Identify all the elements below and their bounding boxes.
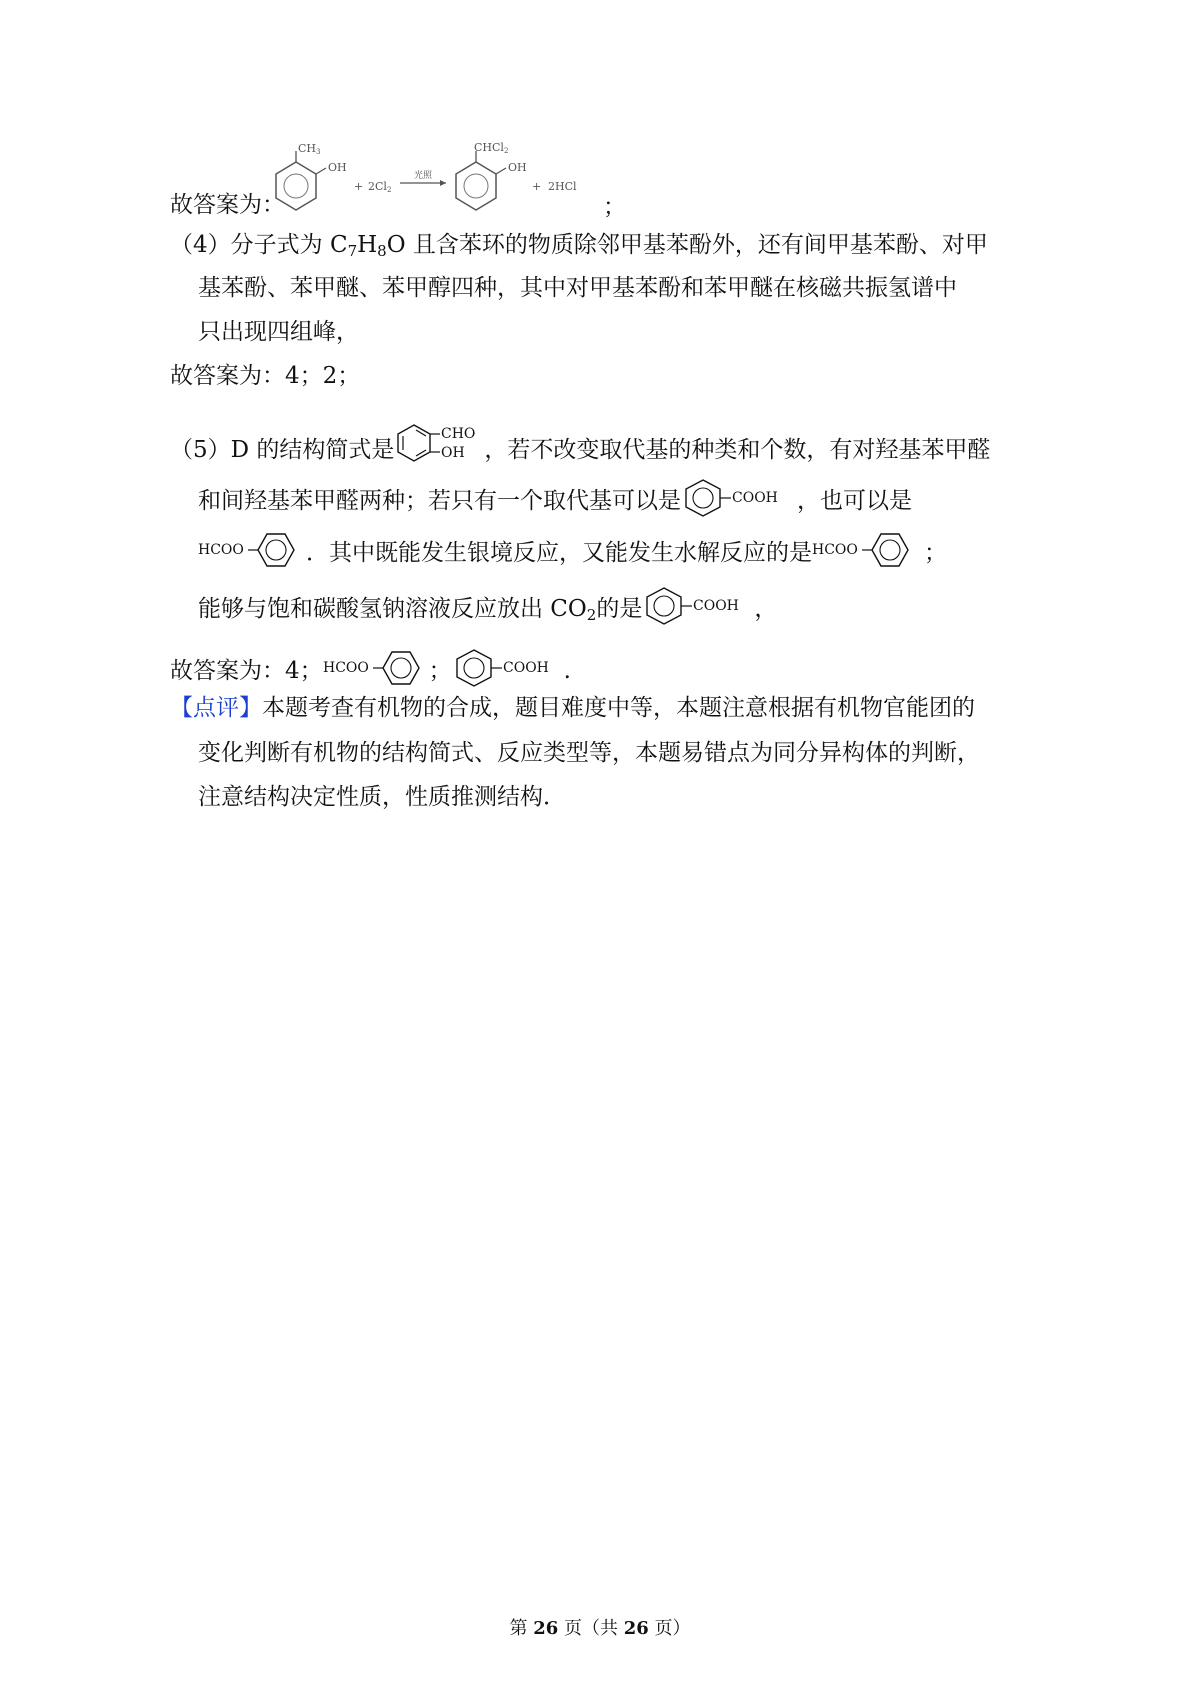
comment-line-2: 变化判断有机物的结构简式、反应类型等，本题易错点为同分异构体的判断，	[198, 740, 980, 766]
svg-text:CHO: CHO	[441, 426, 476, 442]
salicylaldehyde-structure	[394, 421, 484, 471]
reactant-benzene-ring	[276, 162, 316, 210]
page-footer: 第 26 页（共 26 页）	[509, 1618, 691, 1639]
q5-line-1: （5）D 的结构简式是 CHO OH ，若不改变取代基的种类和个数，有对羟基苯甲醛	[170, 421, 990, 471]
reagent-cl2: 2Cl2	[368, 180, 392, 194]
reaction-scheme	[268, 138, 598, 216]
q4-line-1: （4）分子式为 $C_7H_8O$ 且含苯环的物质除邻甲基苯酚外，还有间甲基苯酚、对甲	[170, 232, 988, 260]
reactant-ch3: CH3	[298, 142, 321, 156]
product-oh: OH	[508, 161, 527, 174]
benzoic-acid-answer	[452, 646, 564, 690]
q5-line-4: 能够与饱和碳酸氢钠溶液反应放出 $CO_2$的是 COOH ，	[198, 584, 777, 630]
svg-text:COOH: COOH	[693, 598, 740, 614]
plus-sign-2: +	[532, 180, 542, 193]
svg-text:HCOO: HCOO	[322, 660, 369, 676]
phenyl-formate-answer	[323, 646, 429, 690]
comment-line-1: 【点评】本题考查有机物的合成，题目难度中等，本题注意根据有机物官能团的	[170, 695, 975, 721]
q4-line-2: 基苯酚、苯甲醚、苯甲醇四种，其中对甲基苯酚和苯甲醚在核磁共振氢谱中	[198, 275, 957, 301]
phenyl-formate-structure-2	[812, 528, 924, 572]
svg-text:HCOO: HCOO	[198, 542, 244, 558]
product-hcl: 2HCl	[548, 180, 577, 193]
svg-text:HCOO: HCOO	[812, 542, 858, 558]
answer-line-3: 故答案为：4； HCOO ； COOH .	[170, 646, 571, 690]
svg-text:COOH: COOH	[502, 660, 549, 676]
benzoic-acid-structure	[681, 476, 797, 520]
q4-line-3: 只出现四组峰，	[198, 319, 359, 345]
answer-line-2: 故答案为：4；2；	[170, 363, 361, 389]
comment-tag: 【点评】	[170, 695, 262, 721]
comment-line-3: 注意结构决定性质，性质推测结构．	[198, 784, 566, 810]
q5-line-3: HCOO ．其中既能发生银境反应，又能发生水解反应的是 HCOO ；	[198, 528, 947, 572]
phenyl-formate-structure	[198, 528, 306, 572]
reactant-oh: OH	[328, 161, 347, 174]
page-total: 26	[623, 1618, 649, 1639]
plus-sign-1: +	[354, 180, 364, 193]
svg-text:OH: OH	[441, 445, 466, 461]
q5-line-2: 和间羟基苯甲醛两种；若只有一个取代基可以是 COOH ，也可以是	[198, 476, 912, 520]
svg-text:COOH: COOH	[732, 490, 778, 506]
condition-light: 光照	[414, 171, 433, 181]
product-benzene-ring	[456, 162, 496, 210]
product-chcl2: CHCl2	[474, 141, 509, 155]
answer-label: 故答案为：	[170, 192, 285, 218]
answer-tail: ；	[603, 194, 626, 220]
benzoic-acid-structure-2	[642, 584, 754, 628]
page-number: 26	[533, 1618, 559, 1639]
